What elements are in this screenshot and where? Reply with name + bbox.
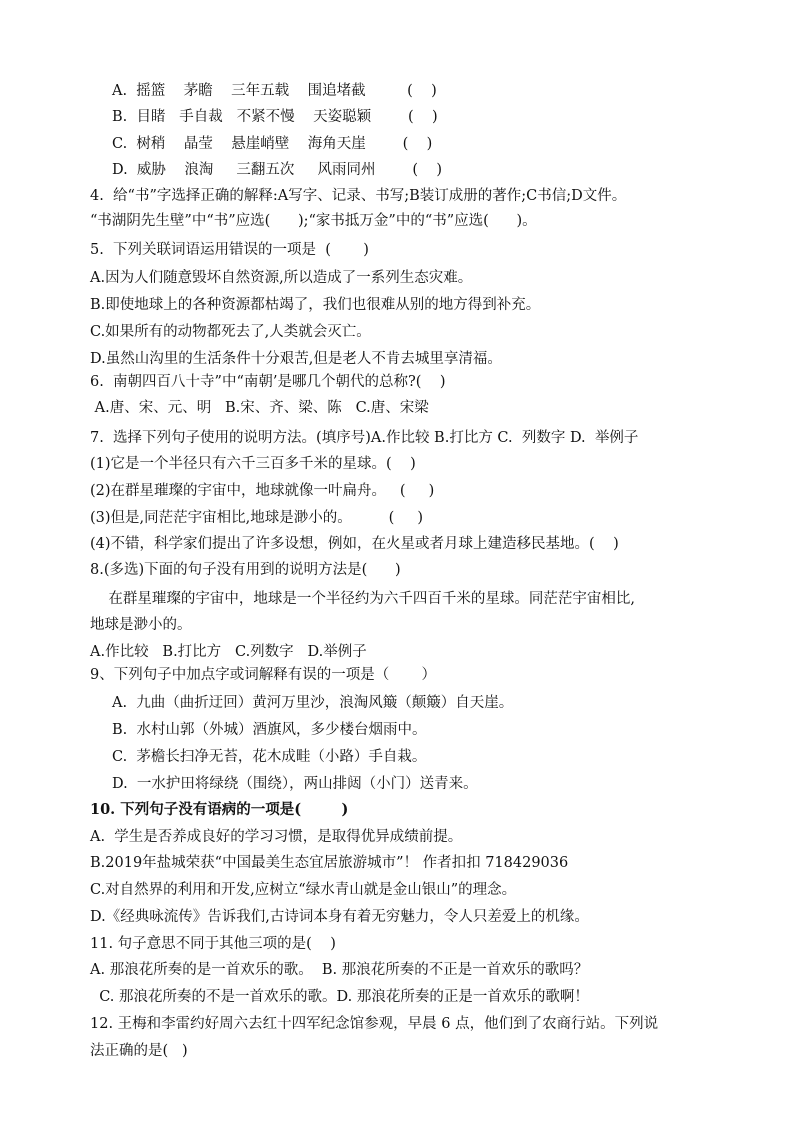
q10-option-b: B.2019年盐城荣获“中国最美生态宜居旅游城市”！ 作者扣扣 718429036	[90, 855, 569, 871]
q7-item-2: (2)在群星璀璨的宇宙中，地球就像一叶扁舟。 ( )	[90, 483, 435, 499]
q9-option-b: B. 水村山郭（外城）酒旗风，多少楼台烟雨中。	[112, 722, 427, 738]
q5-option-b: B.即使地球上的各种资源都枯竭了，我们也很难从别的地方得到补充。	[90, 297, 541, 313]
q8-passage-line2: 地球是渺小的。	[90, 617, 192, 633]
q8-passage-line1: 在群星璀璨的宇宙中，地球是一个半径约为六千四百千米的星球。同茫茫宇宙相比,	[90, 591, 636, 607]
q5-stem: 5. 下列关联词语运用错误的一项是 ( )	[90, 242, 369, 258]
q10-stem: 10. 下列句子没有语病的一项是( )	[90, 801, 349, 818]
q3-option-c: C. 树稍 晶莹 悬崖峭壁 海角天崖 ( )	[112, 136, 433, 152]
q3-option-d: D. 威胁 浪淘 三翻五次 风雨同州 ( )	[112, 162, 443, 178]
q7-item-4: (4)不错，科学家们提出了许多设想，例如，在火星或者月球上建造移民基地。( )	[90, 536, 619, 552]
q9-option-c: C. 茅檐长扫净无苔，花木成畦（小路）手自栽。	[112, 749, 427, 765]
q8-options: A.作比较 B.打比方 C.列数字 D.举例子	[90, 644, 367, 660]
q5-option-a: A.因为人们随意毁坏自然资源,所以造成了一系列生态灾难。	[90, 270, 473, 286]
q11-options-line1: A. 那浪花所奏的是一首欢乐的歌。 B. 那浪花所奏的不正是一首欢乐的歌吗？	[90, 962, 589, 978]
q9-stem: 9、下列句子中加点字或词解释有误的一项是（ ）	[90, 667, 436, 683]
q11-options-line2: C. 那浪花所奏的不是一首欢乐的歌。D. 那浪花所奏的正是一首欢乐的歌啊！	[90, 989, 589, 1005]
q6-options: A.唐、宋、元、明 B.宋、齐、梁、陈 C.唐、宋梁	[90, 400, 429, 416]
q10-option-a: A. 学生是否养成良好的学习习惯，是取得优异成绩前提。	[90, 829, 463, 845]
q3-option-a: A. 摇篮 茅瞻 三年五载 围追堵截 ( )	[112, 83, 437, 99]
q7-item-3: (3)但是,同茫茫宇宙相比,地球是渺小的。 ( )	[90, 510, 423, 526]
q11-stem: 11. 句子意思不同于其他三项的是( )	[90, 936, 336, 952]
q7-stem: 7. 选择下列句子使用的说明方法。(填序号)A.作比较 B.打比方 C. 列数字 D. 举例子	[90, 430, 639, 446]
q12-stem: 12. 王梅和李雷约好周六去红十四军纪念馆参观，早晨 6 点，他们到了农商行站。下列说	[90, 1016, 659, 1032]
q5-option-d: D.虽然山沟里的生活条件十分艰苦,但是老人不肯去城里享清福。	[90, 351, 502, 367]
q10-option-d: D.《经典咏流传》告诉我们,古诗词本身有着无穷魅力，令人只差爱上的机缘。	[90, 909, 589, 925]
q8-stem: 8.(多选)下面的句子没有用到的说明方法是( )	[90, 562, 401, 578]
q6-stem: 6. 南朝四百八十寺”中“南朝’是哪几个朝代的总称?( )	[90, 374, 446, 390]
q10-option-c: C.对自然界的利用和开发,应树立“绿水青山就是金山银山”的理念。	[90, 882, 517, 898]
q9-option-a: A. 九曲（曲折迂回）黄河万里沙，浪淘风簸（颠簸）自天崖。	[112, 695, 514, 711]
q5-option-c: C.如果所有的动物都死去了,人类就会灭亡。	[90, 324, 371, 340]
q4-stem: 4. 给“书”字选择正确的解释:A写字、记录、书写;B装订成册的著作;C书信;D文件。	[90, 188, 627, 204]
q3-option-b: B. 目睹 手自裁 不紧不慢 天姿聪颖 ( )	[112, 109, 438, 125]
q9-option-d: D. 一水护田将绿绕（围绕），两山排闼（小门）送青来。	[112, 776, 478, 792]
q4-line2: “书湖阴先生壁”中“书”应选( );“家书抵万金”中的“书”应选( )。	[90, 213, 537, 229]
q7-item-1: (1)它是一个半径只有六千三百多千米的星球。( )	[90, 456, 416, 472]
q12-stem-line2: 法正确的是( )	[90, 1043, 188, 1059]
